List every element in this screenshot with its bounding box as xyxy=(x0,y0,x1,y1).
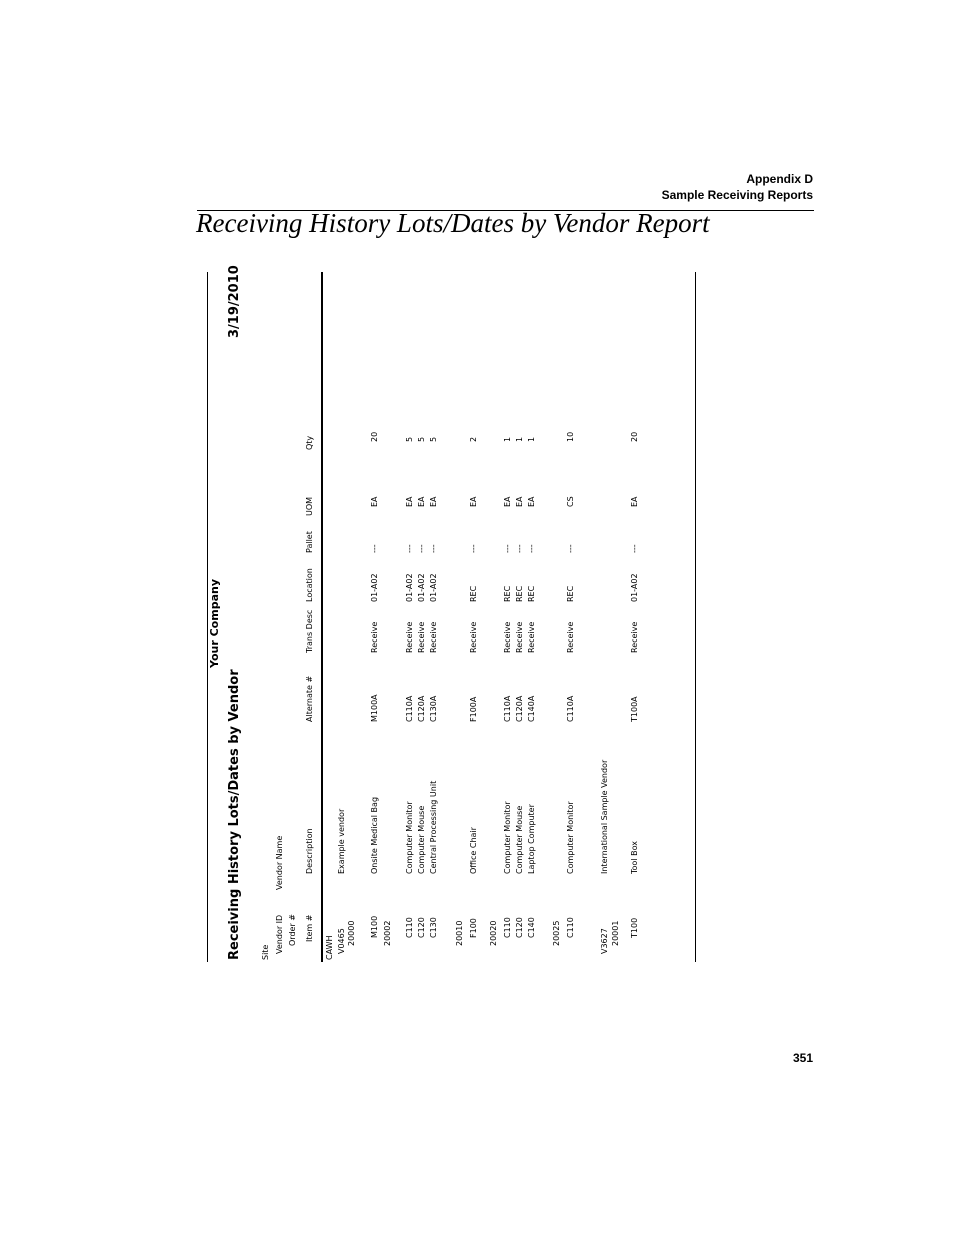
item-description: Laptop Computer xyxy=(527,804,536,874)
item-description: Onsite Medical Bag xyxy=(370,796,379,874)
order-number: 20020 xyxy=(489,920,498,946)
col-location: Location xyxy=(305,568,314,602)
qty: 1 xyxy=(527,436,536,442)
order-number: 20001 xyxy=(611,920,620,946)
table-row xyxy=(503,272,513,962)
alternate-number: C110A xyxy=(566,695,575,722)
uom: EA xyxy=(405,496,414,507)
location: REC xyxy=(515,585,524,602)
item-description: Tool Box xyxy=(630,841,639,874)
vendor-name: International Sample Vendor xyxy=(600,759,609,874)
col-pallet: Pallet xyxy=(305,531,314,553)
table-row xyxy=(417,272,427,962)
location: REC xyxy=(469,585,478,602)
qty: 1 xyxy=(503,436,512,442)
col-trans-desc: Trans Desc xyxy=(305,609,314,653)
item-description: Computer Mouse xyxy=(417,805,426,874)
item-number: C130 xyxy=(429,917,438,938)
section-label: Sample Receiving Reports xyxy=(661,188,813,202)
trans-desc: Receive xyxy=(515,621,524,653)
pallet: --- xyxy=(417,544,426,553)
item-number: C120 xyxy=(515,917,524,938)
vendor-name: Example vendor xyxy=(337,808,346,874)
order-number: 20002 xyxy=(383,920,392,946)
location: REC xyxy=(566,585,575,602)
item-number: C140 xyxy=(527,917,536,938)
item-number: T100 xyxy=(630,917,639,938)
item-number: C110 xyxy=(566,917,575,938)
page-number: 351 xyxy=(792,1051,813,1065)
alternate-number: C110A xyxy=(503,695,512,722)
vendor-id: V0465 xyxy=(337,928,346,954)
table-row xyxy=(370,272,380,962)
location: REC xyxy=(503,585,512,602)
table-row xyxy=(630,272,640,962)
uom: EA xyxy=(503,496,512,507)
uom: EA xyxy=(469,496,478,507)
uom: EA xyxy=(370,496,379,507)
qty: 10 xyxy=(566,431,575,442)
col-vendor-name: Vendor Name xyxy=(275,835,284,890)
qty: 20 xyxy=(370,431,379,442)
qty: 2 xyxy=(469,436,478,442)
order-number: 20010 xyxy=(455,920,464,946)
item-number: C110 xyxy=(503,917,512,938)
table-row xyxy=(527,272,537,962)
alternate-number: C110A xyxy=(405,695,414,722)
pallet: --- xyxy=(469,544,478,553)
uom: EA xyxy=(527,496,536,507)
qty: 5 xyxy=(429,436,438,442)
table-row xyxy=(405,272,415,962)
alternate-number: F100A xyxy=(469,696,478,722)
qty: 20 xyxy=(630,431,639,442)
item-number: F100 xyxy=(469,918,478,938)
trans-desc: Receive xyxy=(469,621,478,653)
table-row xyxy=(566,272,576,962)
trans-desc: Receive xyxy=(566,621,575,653)
site-code: CAWH xyxy=(325,935,334,960)
uom: EA xyxy=(429,496,438,507)
report-title: Receiving History Lots/Dates by Vendor xyxy=(227,669,242,960)
report-company: Your Company xyxy=(208,579,221,668)
table-row xyxy=(469,272,479,962)
location: 01-A02 xyxy=(370,573,379,602)
item-description: Computer Mouse xyxy=(515,805,524,874)
location: 01-A02 xyxy=(405,573,414,602)
uom: CS xyxy=(566,496,575,507)
table-row xyxy=(515,272,525,962)
col-uom: UOM xyxy=(305,496,314,516)
alternate-number: C130A xyxy=(429,695,438,722)
col-item: Item # xyxy=(305,914,314,942)
pallet: --- xyxy=(429,544,438,553)
item-description: Office Chair xyxy=(469,827,478,874)
trans-desc: Receive xyxy=(370,621,379,653)
location: 01-A02 xyxy=(630,573,639,602)
uom: EA xyxy=(630,496,639,507)
pallet: --- xyxy=(405,544,414,553)
qty: 1 xyxy=(515,436,524,442)
pallet: --- xyxy=(503,544,512,553)
item-description: Computer Monitor xyxy=(566,801,575,874)
alternate-number: C140A xyxy=(527,695,536,722)
page-title: Receiving History Lots/Dates by Vendor Report xyxy=(196,208,710,238)
trans-desc: Receive xyxy=(417,621,426,653)
col-description: Description xyxy=(305,828,314,874)
item-description: Computer Monitor xyxy=(503,801,512,874)
item-number: M100 xyxy=(370,915,379,938)
alternate-number: M100A xyxy=(370,694,379,722)
pallet: --- xyxy=(515,544,524,553)
uom: EA xyxy=(417,496,426,507)
order-number: 20000 xyxy=(347,920,356,946)
trans-desc: Receive xyxy=(429,621,438,653)
col-qty: Qty xyxy=(305,435,314,450)
qty: 5 xyxy=(417,436,426,442)
alternate-number: C120A xyxy=(417,695,426,722)
col-alternate: Alternate # xyxy=(305,675,314,722)
report-bottom-rule xyxy=(695,272,696,962)
vendor-id: V3627 xyxy=(600,928,609,954)
item-number: C110 xyxy=(405,917,414,938)
col-site: Site xyxy=(261,944,270,960)
uom: EA xyxy=(515,496,524,507)
location: 01-A02 xyxy=(429,573,438,602)
trans-desc: Receive xyxy=(405,621,414,653)
pallet: --- xyxy=(630,544,639,553)
alternate-number: C120A xyxy=(515,695,524,722)
appendix-label: Appendix D xyxy=(746,172,813,186)
trans-desc: Receive xyxy=(527,621,536,653)
item-description: Central Processing Unit xyxy=(429,780,438,874)
report-date: 3/19/2010 xyxy=(227,265,242,338)
qty: 5 xyxy=(405,436,414,442)
pallet: --- xyxy=(566,544,575,553)
pallet: --- xyxy=(370,544,379,553)
col-vendor-id: Vendor ID xyxy=(275,914,284,954)
report-header-rule xyxy=(321,272,323,962)
trans-desc: Receive xyxy=(503,621,512,653)
alternate-number: T100A xyxy=(630,696,639,722)
location: REC xyxy=(527,585,536,602)
table-row xyxy=(429,272,439,962)
item-description: Computer Monitor xyxy=(405,801,414,874)
order-number: 20025 xyxy=(552,920,561,946)
item-number: C120 xyxy=(417,917,426,938)
pallet: --- xyxy=(527,544,536,553)
trans-desc: Receive xyxy=(630,621,639,653)
report-sample xyxy=(207,265,697,962)
col-order: Order # xyxy=(288,914,297,946)
location: 01-A02 xyxy=(417,573,426,602)
